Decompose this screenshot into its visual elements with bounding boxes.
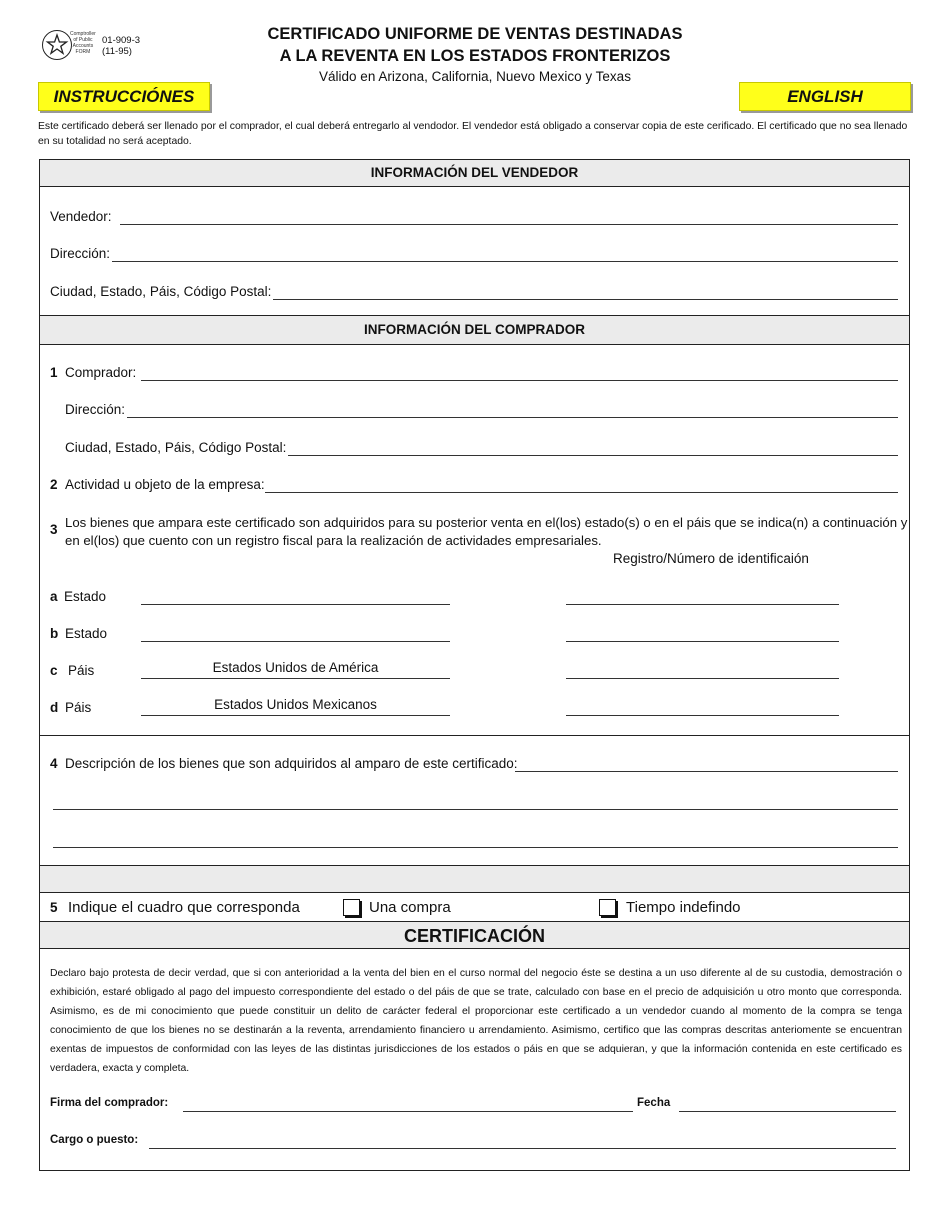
form-subtitle: Válido en Arizona, California, Nuevo Mexico y Texas bbox=[319, 69, 631, 84]
vendor-label: Vendedor: bbox=[50, 209, 112, 224]
form-title-line1: CERTIFICADO UNIFORME DE VENTAS DESTINADAS bbox=[267, 25, 683, 43]
indefinite-time-label: Tiempo indefindo bbox=[626, 899, 741, 916]
item-5-text: Indique el cuadro que corresponda bbox=[68, 899, 300, 916]
row-c-registry-field[interactable] bbox=[566, 678, 839, 679]
goods-description-line-2[interactable] bbox=[53, 809, 898, 810]
form-title-line2: A LA REVENTA EN LOS ESTADOS FRONTERIZOS bbox=[279, 47, 671, 65]
vendor-field[interactable] bbox=[120, 224, 898, 225]
business-activity-field[interactable] bbox=[265, 492, 898, 493]
comptroller-logo-text: Comptroller of Public Accounts FORM bbox=[70, 31, 96, 55]
divider bbox=[40, 735, 909, 736]
buyer-city-label: Ciudad, Estado, Páis, Código Postal: bbox=[65, 440, 287, 455]
item-4-number: 4 bbox=[50, 756, 58, 771]
row-a-label: Estado bbox=[64, 589, 107, 604]
comptroller-seal-icon bbox=[42, 30, 72, 60]
row-c-letter: c bbox=[50, 663, 58, 678]
goods-description-label: Descripción de los bienes que son adquiridos al amparo de este certificado: bbox=[65, 756, 518, 771]
buyer-city-field[interactable] bbox=[288, 455, 898, 456]
item-3-text: Los bienes que ampara este certificado son adquiridos para su posterior venta en el(los) estado(s) o en el páis que se indica(n) a continuación y en el(los) que cuento con un registro fiscal para la realización de actividades empresariales. bbox=[65, 515, 908, 548]
goods-description-field[interactable] bbox=[515, 771, 898, 772]
row-a-letter: a bbox=[50, 589, 58, 604]
item-2-number: 2 bbox=[50, 477, 58, 492]
instructions-button[interactable]: INSTRUCCIÓNES bbox=[38, 82, 210, 111]
row-b-letter: b bbox=[50, 626, 59, 641]
one-purchase-checkbox[interactable] bbox=[343, 899, 360, 916]
row-a-registry-field[interactable] bbox=[566, 604, 839, 605]
one-purchase-label: Una compra bbox=[369, 899, 451, 916]
buyer-address-label: Dirección: bbox=[65, 402, 126, 417]
date-field[interactable] bbox=[679, 1111, 896, 1112]
row-c-label: Páis bbox=[68, 663, 95, 678]
item-1-number: 1 bbox=[50, 365, 58, 380]
registry-number-header: Registro/Número de identificaión bbox=[613, 551, 809, 566]
row-d-letter: d bbox=[50, 700, 59, 715]
row-a-state-field[interactable] bbox=[141, 589, 450, 605]
seller-section-heading: INFORMACIÓN DEL VENDEDOR bbox=[40, 160, 909, 187]
row-c-country-field[interactable]: Estados Unidos de América bbox=[141, 660, 450, 679]
row-b-registry-field[interactable] bbox=[566, 641, 839, 642]
position-label: Cargo o puesto: bbox=[50, 1134, 139, 1146]
blank-band bbox=[40, 865, 909, 893]
buyer-section-heading: INFORMACIÓN DEL COMPRADOR bbox=[40, 315, 909, 345]
buyer-label: Comprador: bbox=[65, 365, 137, 380]
seller-city-field[interactable] bbox=[273, 299, 898, 300]
english-button[interactable]: ENGLISH bbox=[739, 82, 911, 111]
date-label: Fecha bbox=[637, 1097, 671, 1109]
buyer-signature-label: Firma del comprador: bbox=[50, 1097, 169, 1109]
business-activity-label: Actividad u objeto de la empresa: bbox=[65, 477, 265, 492]
buyer-field[interactable] bbox=[141, 380, 898, 381]
row-b-label: Estado bbox=[65, 626, 108, 641]
certification-heading: CERTIFICACIÓN bbox=[40, 921, 909, 949]
item-3-number: 3 bbox=[50, 522, 58, 537]
certification-text: Declaro bajo protesta de decir verdad, que si con anterioridad a la venta del bien en el curso normal del negocio éste se destina a un uso diferente al de su custodia, demostración o exhibición, estaré obligado al pago del impuesto correspondiente del estado o del páis de que se trate, calculado con base en el precio de adquisición u otro monto que corresponda. Asimismo, es de mi conocimiento que puede constituir un delito de carácter federal el proporcionar este certificado a un vendedor cuando al momento de la compra se tenga conocimiento de que los bienes no se destinarán a la reventa, arrendamiento financiero u arrendamiento. Asimismo, certifico que las compras descritas anteriomente se encuentran exentas de impuestos de conformidad con las leyes de las distintas jurisdicciones de los estados o páis en que se adquieran, y que la información contenida en este certificado es verdadera, exacta y completa. bbox=[50, 968, 902, 1074]
seller-address-field[interactable] bbox=[112, 261, 898, 262]
seller-city-label: Ciudad, Estado, Páis, Código Postal: bbox=[50, 284, 272, 299]
item-5-number: 5 bbox=[50, 900, 58, 915]
row-b-state-field[interactable] bbox=[141, 626, 450, 642]
row-d-country-field[interactable]: Estados Unidos Mexicanos bbox=[141, 697, 450, 716]
form-number: 01-909-3 (11-95) bbox=[102, 35, 141, 57]
seller-address-label: Dirección: bbox=[50, 246, 111, 261]
buyer-address-field[interactable] bbox=[127, 417, 898, 418]
row-d-label: Páis bbox=[65, 700, 92, 715]
indefinite-time-checkbox[interactable] bbox=[599, 899, 616, 916]
buyer-signature-field[interactable] bbox=[183, 1111, 633, 1112]
intro-text: Este certificado deberá ser llenado por el comprador, el cual deberá entregarlo al vendodor. El vendedor está obligado a conservar copia de este cerificado. El certificado que no sea llenado en su totalidad no será aceptado. bbox=[38, 121, 908, 147]
row-d-registry-field[interactable] bbox=[566, 715, 839, 716]
goods-description-line-3[interactable] bbox=[53, 847, 898, 848]
position-field[interactable] bbox=[149, 1148, 896, 1149]
